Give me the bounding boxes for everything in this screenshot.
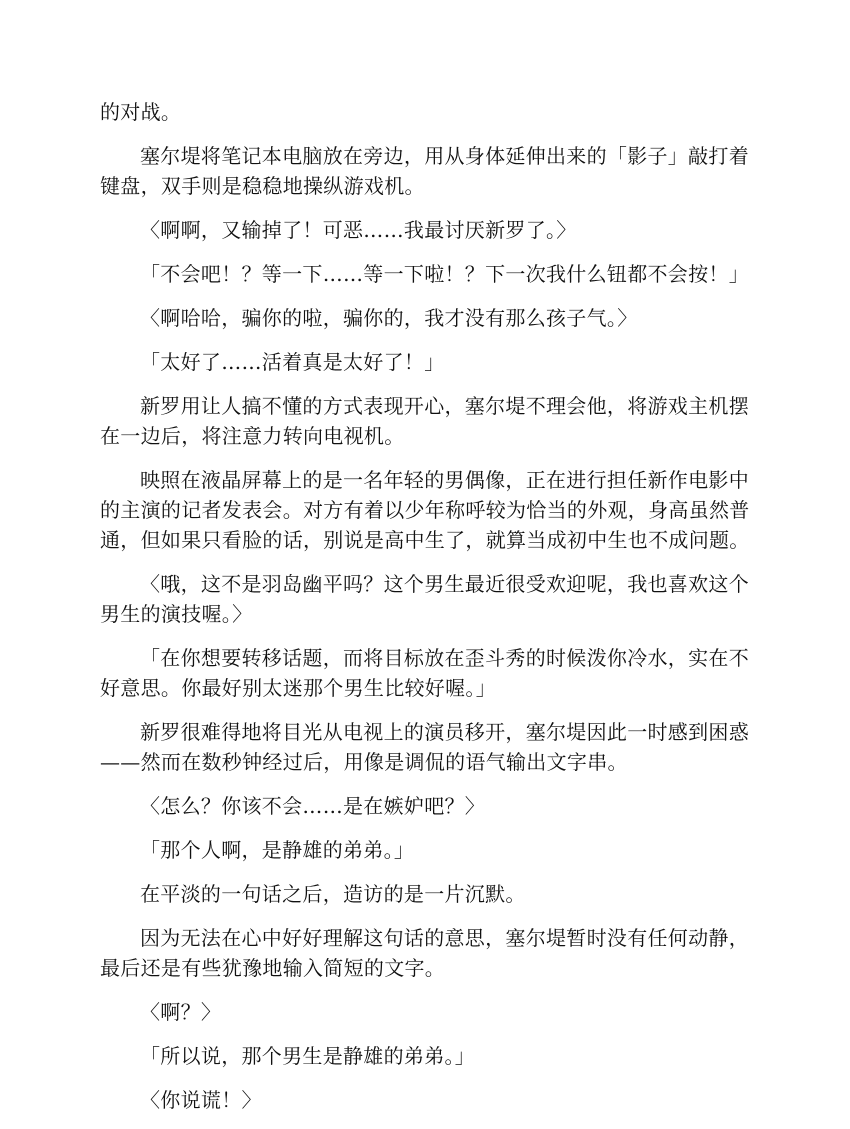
paragraph-2: 塞尔堤将笔记本电脑放在旁边，用从身体延伸出来的「影子」敲打着键盘，双手则是稳稳地操纵游戏机。 <box>100 144 749 198</box>
paragraph-12: 〈怎么？你该不会……是在嫉妒吧？〉 <box>140 794 486 818</box>
paragraph-1: 的对战。 <box>100 100 182 124</box>
paragraph-11: 新罗很难得地将目光从电视上的演员移开，塞尔堤因此一时感到困惑——然而在数秒钟经过后，用像是调侃的语气输出文字串。 <box>100 720 749 774</box>
paragraph-4: 「不会吧！？等一下……等一下啦！？下一次我什么钮都不会按！」 <box>140 262 749 286</box>
paragraph-5: 〈啊哈哈，骗你的啦，骗你的，我才没有那么孩子气。〉 <box>140 306 638 330</box>
paragraph-18: 〈你说谎！〉 <box>140 1088 262 1112</box>
paragraph-17: 「所以说，那个男生是静雄的弟弟。」 <box>140 1044 476 1068</box>
paragraph-14: 在平淡的一句话之后，造访的是一片沉默。 <box>140 882 526 906</box>
paragraph-6: 「太好了……活着真是太好了！」 <box>140 350 445 374</box>
paragraph-13: 「那个人啊，是静雄的弟弟。」 <box>140 838 415 862</box>
paragraph-16: 〈啊？〉 <box>140 1000 222 1024</box>
paragraph-8: 映照在液晶屏幕上的是一名年轻的男偶像，正在进行担任新作电影中的主演的记者发表会。对方有着以少年称呼较为恰当的外观，身高虽然普通，但如果只看脸的话，别说是高中生了，就算当成初中生也不成问题。 <box>100 468 750 552</box>
paragraph-15: 因为无法在心中好好理解这句话的意思，塞尔堤暂时没有任何动静，最后还是有些犹豫地输入简短的文字。 <box>100 926 749 980</box>
paragraph-3: 〈啊啊，又输掉了！可恶……我最讨厌新罗了。〉 <box>140 218 577 242</box>
paragraph-10: 「在你想要转移话题，而将目标放在歪斗秀的时候泼你冷水，实在不好意思。你最好别太迷那个男生比较好喔。」 <box>100 646 749 700</box>
paragraph-7: 新罗用让人搞不懂的方式表现开心，塞尔堤不理会他，将游戏主机摆在一边后，将注意力转向电视机。 <box>100 394 749 448</box>
paragraph-9: 〈哦，这不是羽岛幽平吗？这个男生最近很受欢迎呢，我也喜欢这个男生的演技喔。〉 <box>100 572 749 626</box>
page-body <box>100 97 750 1129</box>
